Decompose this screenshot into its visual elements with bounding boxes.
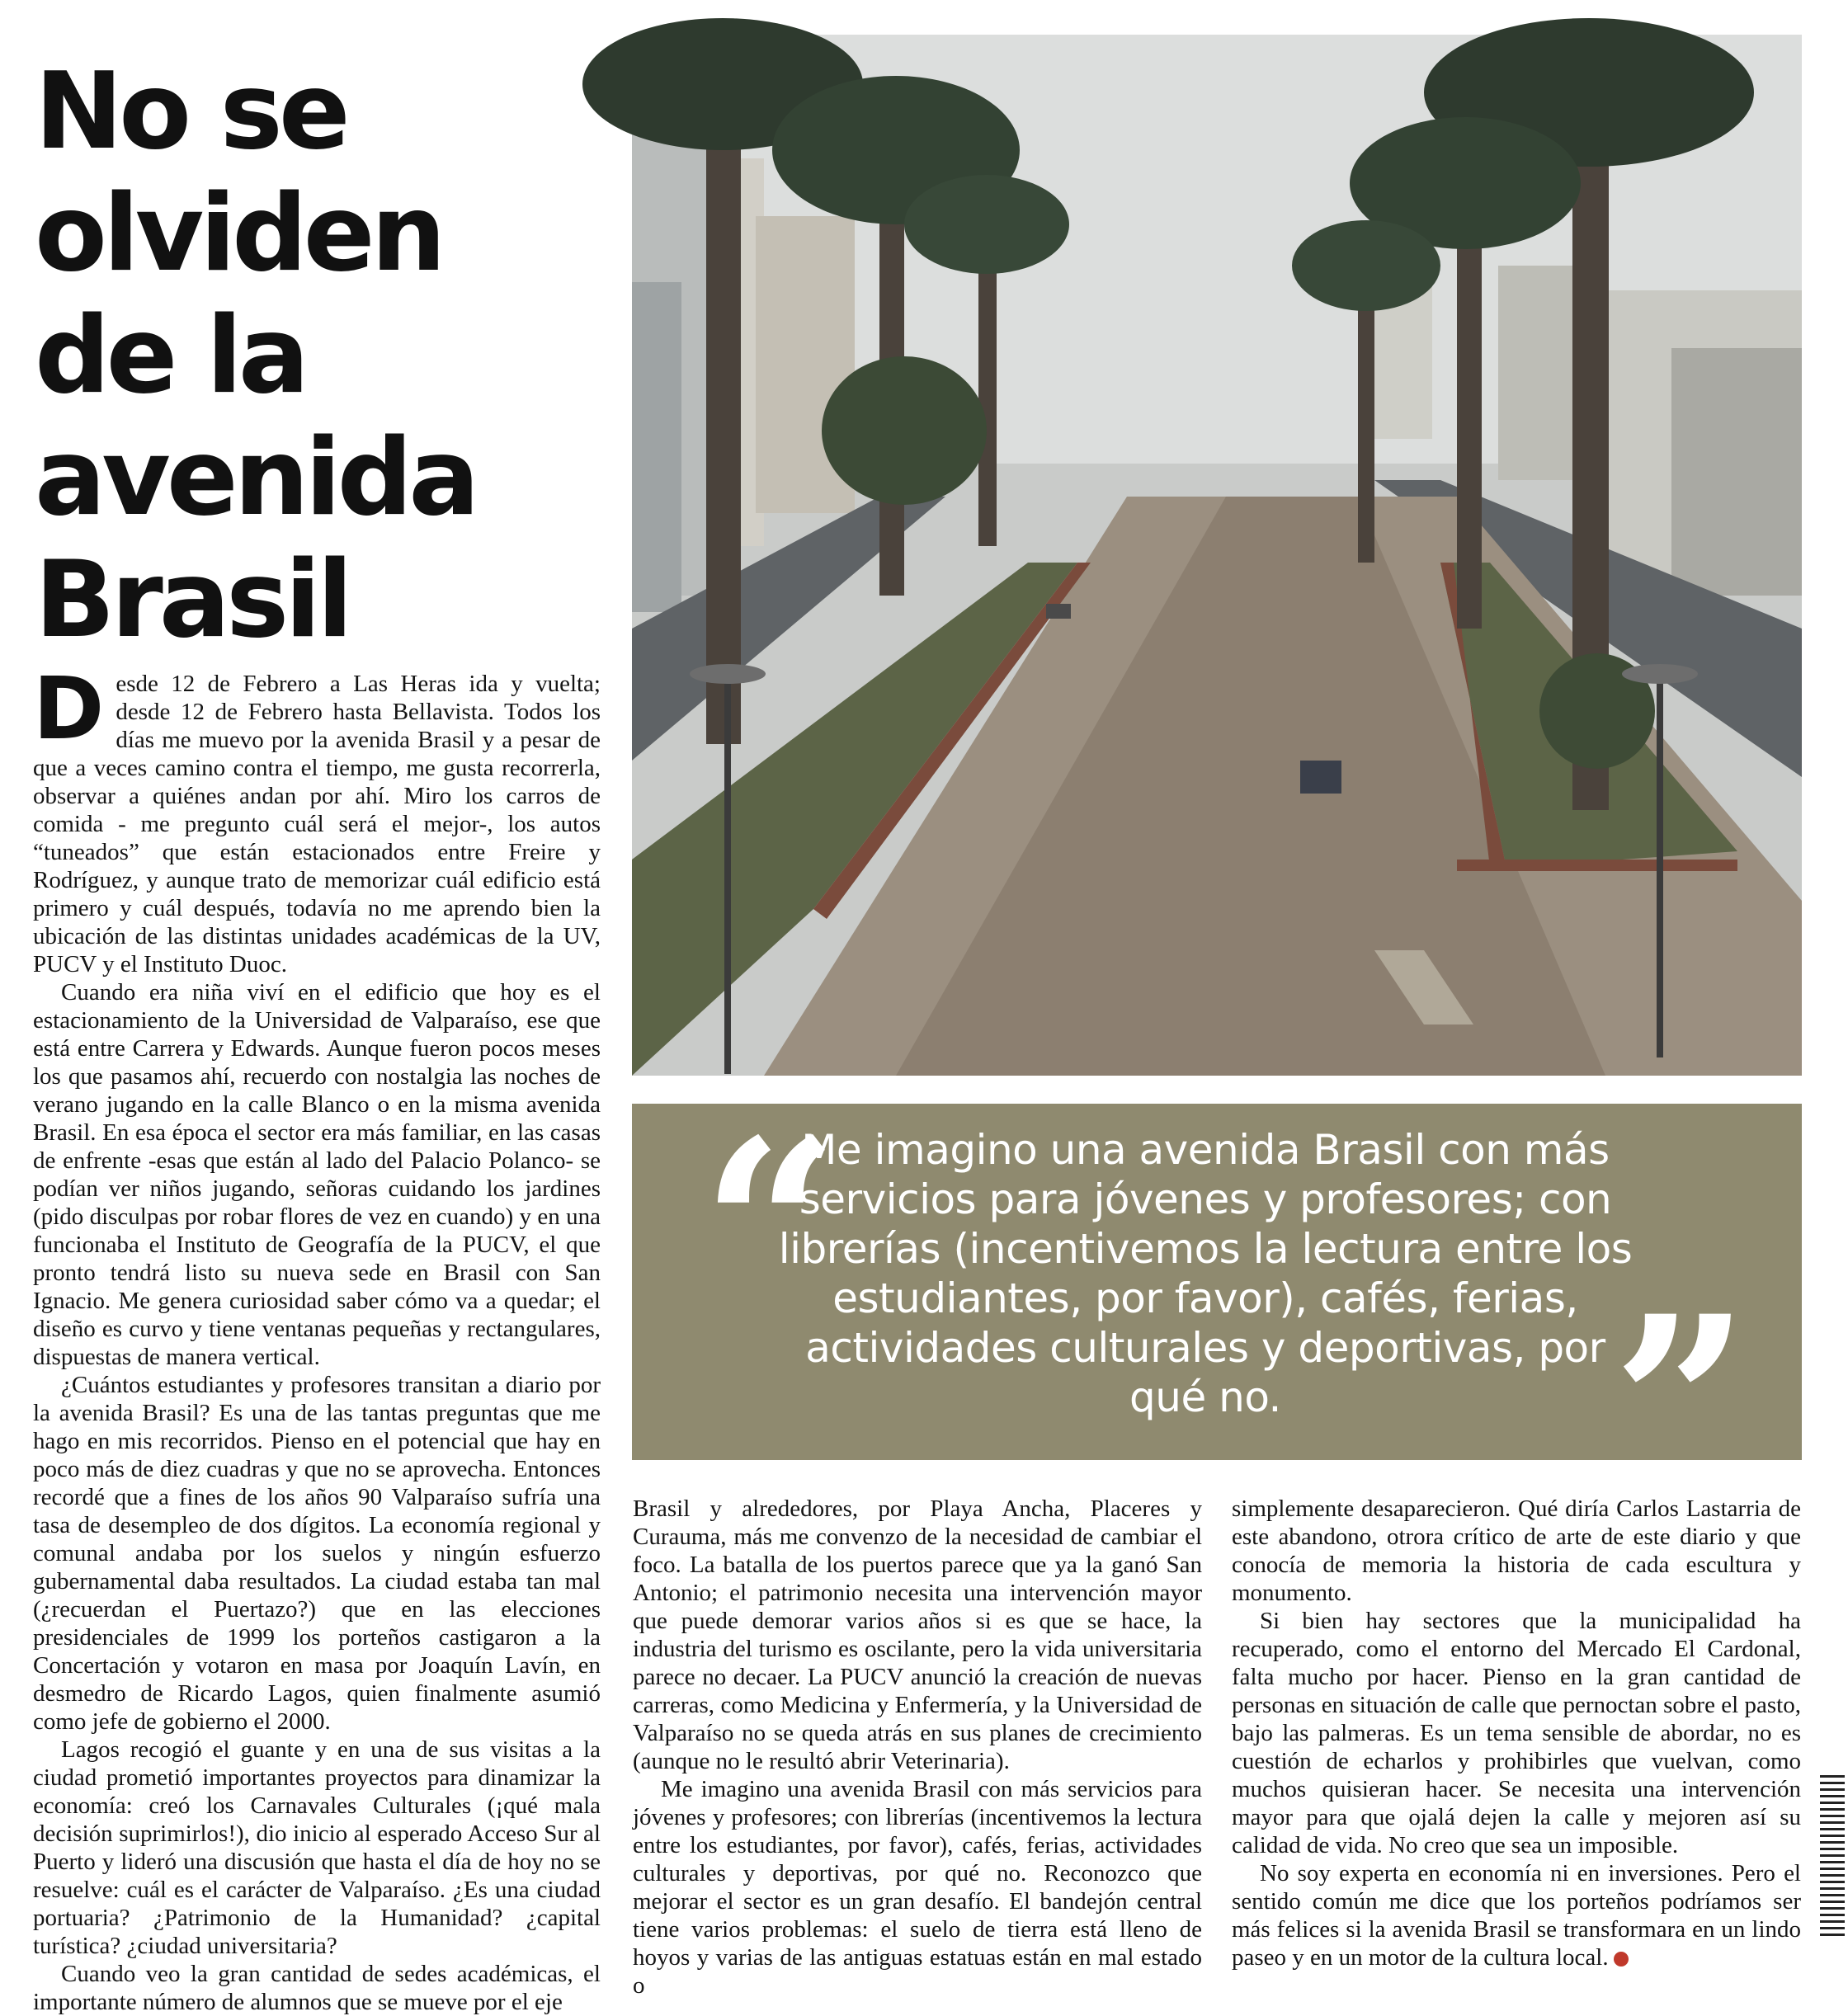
article-paragraph: Si bien hay sectores que la municipalidad ha recuperado, como el entorno del Mercado El Cardonal, falta mucho por hacer. Pienso en la gran cantidad de personas en situación de calle que pernoctan sobre el pasto, bajo las palmeras. Es un tema sensible de abordar, no es cuestión de echarlos y prohibirles que vuelvan, como muchos quisieran hacer. Se necesita una intervención mayor para que ojalá dejen la calle y mejoren así su calidad de vida. No creo que sea un imposible.: [1232, 1608, 1801, 1858]
article-paragraph: Cuando era niña viví en el edificio que hoy es el estacionamiento de la Universidad de Valparaíso, ese que está entre Carrera y Edwards. Aunque fueron pocos meses los que pasamos ahí, recuerdo con nostalgia las noches de verano jugando en la calle Blanco o en la misma avenida Brasil. En esa época el sector era más familiar, en las casas de enfrente -esas que están al lado del Palacio Polanco- se podían ver niños jugando, señoras cuidando los jardines (pido disculpas por robar flores de vez en cuando) y en una funcionaba el Instituto de Geografía de la PUCV, el que pronto tendrá listo su nueva sede en Brasil con San Ignacio. Me genera curiosidad saber cómo va a quedar; el diseño es curvo y tiene ventanas pequeñas y rectangulares, dispuestas de manera vertical.: [33, 979, 601, 1370]
article-paragraph: Lagos recogió el guante y en una de sus visitas a la ciudad prometió importantes proyectos para dinamizar la economía: creó los Carnavales Culturales (¡qué mala decisión suprimirlos!), dio inicio al esperado Acceso Sur al Puerto y lideró una discusión que hasta el día de hoy no se resuelve: cuál es el carácter de Valparaíso. ¿Es una ciudad portuaria? ¿Patrimonio de la Humanidad? ¿capital turística? ¿ciudad universitaria?: [33, 1736, 601, 1959]
article-paragraph: ¿Cuántos estudiantes y profesores transitan a diario por la avenida Brasil? Es una de las tantas preguntas que me hago en mis recorridos. Pienso en el potencial que hay en poco más de diez cuadras y que no se aprovecha. Entonces recordé que a fines de los años 90 Valparaíso sufría una tasa de desempleo de dos dígitos. La economía regional y comunal andaba por los suelos y ningún esfuerzo gubernamental daba resultados. La ciudad estaba tan mal (¿recuerdan el Puertazo?) que en las elecciones presidenciales de 1999 los porteños castigaron a la Concertación y votaron en masa por Joaquín Lavín, en desmedro de Ricardo Lagos, quien finalmente asumió como jefe de gobierno el 2000.: [33, 1372, 601, 1735]
end-of-article-icon: ✪: [1614, 1952, 1629, 1967]
article-paragraph: Me imagino una avenida Brasil con más servicios para jóvenes y profesores; con librerías (incentivemos la lectura entre los estudiantes, por favor), cafés, ferias, actividades culturales y deportivas, por qué no. Reconozco que mejorar el sector es un gran desafío. El bandejón central tiene varios problemas: el suelo de tierra está lleno de hoyos y varias de las antiguas estatuas están en mal estado o: [633, 1776, 1202, 1999]
drop-cap: D: [33, 658, 105, 759]
article-paragraph: Brasil y alrededores, por Playa Ancha, Placeres y Curauma, más me convenzo de la necesidad de cambiar el foco. La batalla de los puertos parece que ya la ganó San Antonio; el patrimonio necesita una intervención mayor que puede demorar varios años si es que se hace, la industria del turismo es oscilante, pero la vida universitaria parece no decaer. La PUCV anunció la creación de nuevas carreras, como Medicina y Enfermería, y la Universidad de Valparaíso no se queda atrás en sus planes de crecimiento (aunque no le resultó abrir Veterinaria).: [633, 1496, 1202, 1774]
article-column-2: [633, 1495, 1202, 1999]
paragraph-text: No soy experta en economía ni en inversiones. Pero el sentido común me dice que los porteños podríamos ser más felices si la avenida Brasil se transformara en un lindo paseo y en un motor de la cultura local.: [1232, 1860, 1801, 1971]
article-column-3: [1232, 1495, 1801, 1990]
street-photo: [632, 35, 1802, 1076]
pull-quote: [632, 1088, 1802, 1545]
article-paragraph: simplemente desaparecieron. Qué diría Carlos Lastarria de este abandono, otrora crítico de arte de este diario y que conocía de memoria la historia de cada escultura y monumento.: [1232, 1496, 1801, 1606]
avenue-palms-image: [632, 35, 1802, 1076]
open-quote-mark: “: [701, 1088, 839, 1368]
paragraph-text: esde 12 de Febrero a Las Heras ida y vuelta; desde 12 de Febrero hasta Bellavista. Todos los días me muevo por la avenida Brasil y a pesar de que a veces camino contra el tiempo, me gusta recorrerla, observar a quiénes andan por ahí. Miro los carros de comida - me pregunto cuál será el mejor-, los autos “tuneados” que están estacionados entre Freire y Rodríguez, y aunque trato de memorizar cuál edificio está primero y cuál después, todavía no me aprendo bien la ubicación de las distintas unidades académicas de la UV, PUCV y el Instituto Duoc.: [33, 671, 601, 977]
pull-quote-text: Me imagino una avenida Brasil con más servicios para jóvenes y profesores; con librerías (incentivemos la lectura entre los estudiantes, por favor), cafés, ferias, actividades culturales y deportivas, por qué no.: [778, 1126, 1633, 1421]
article-paragraph: Cuando veo la gran cantidad de sedes académicas, el importante número de alumnos que se mueve por el eje: [33, 1961, 601, 2015]
page-edge-barcode: [1820, 1775, 1845, 1940]
article-paragraph: [33, 658, 601, 978]
article-column-1: [33, 658, 601, 2015]
article-paragraph: [1232, 1859, 1801, 1971]
headline: No se olviden de la avenida Brasil: [35, 50, 476, 662]
close-quote-mark: ”: [1612, 1265, 1750, 1545]
